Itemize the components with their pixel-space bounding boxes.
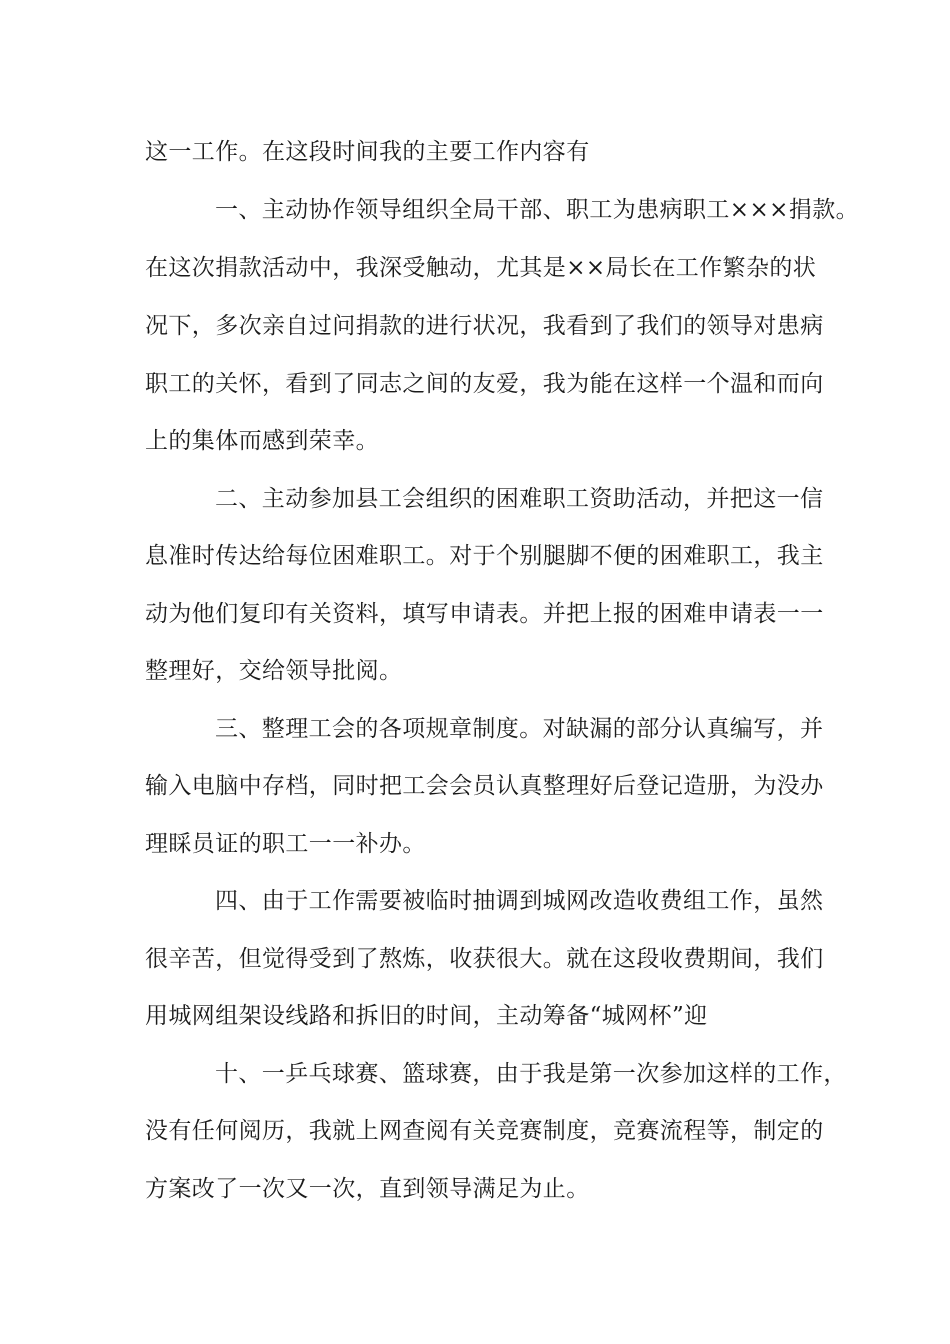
body-text-line: 况下，多次亲自过问捐款的进行状况，我看到了我们的领导对患病 [145, 313, 824, 339]
body-text-line: 整理好，交给领导批阅。 [145, 658, 403, 684]
body-text-line: 用城网组架设线路和拆旧的时间，主动筹备“城网杯”迎 [145, 1003, 708, 1029]
body-text-line: 上的集体而感到荣幸。 [145, 428, 379, 454]
body-text-line: 息准时传达给每位困难职工。对于个别腿脚不便的困难职工，我主 [145, 543, 824, 569]
body-text-line: 输入电脑中存档，同时把工会会员认真整理好后登记造册，为没办 [145, 773, 824, 799]
body-text-line: 动为他们复印有关资料，填写申请表。并把上报的困难申请表一一 [145, 601, 824, 627]
body-text-line: 这一工作。在这段时间我的主要工作内容有 [145, 139, 590, 165]
body-text-line: 在这次捐款活动中，我深受触动，尤其是××局长在工作繁杂的状 [145, 255, 817, 281]
body-text-line: 没有任何阅历，我就上网查阅有关竞赛制度，竞赛流程等，制定的 [145, 1118, 824, 1144]
body-text-line: 职工的关怀，看到了同志之间的友爱，我为能在这样一个温和而向 [145, 371, 824, 397]
body-text-line: 方案改了一次又一次，直到领导满足为止。 [145, 1176, 590, 1202]
paragraph-2-heading-line: 二、主动参加县工会组织的困难职工资助活动，并把这一信 [215, 486, 824, 512]
paragraph-4-heading-line: 四、由于工作需要被临时抽调到城网改造收费组工作，虽然 [215, 888, 824, 914]
body-text-line: 理睬员证的职工一一补办。 [145, 831, 426, 857]
body-text-line: 很辛苦，但觉得受到了熬炼，收获很大。就在这段收费期间，我们 [145, 946, 824, 972]
paragraph-5-heading-line: 十、一乒乓球赛、篮球赛，由于我是第一次参加这样的工作， [215, 1061, 847, 1087]
paragraph-3-heading-line: 三、整理工会的各项规章制度。对缺漏的部分认真编写，并 [215, 716, 824, 742]
paragraph-1-heading-line: 一、主动协作领导组织全局干部、职工为患病职工×××捐款。 [215, 197, 860, 223]
